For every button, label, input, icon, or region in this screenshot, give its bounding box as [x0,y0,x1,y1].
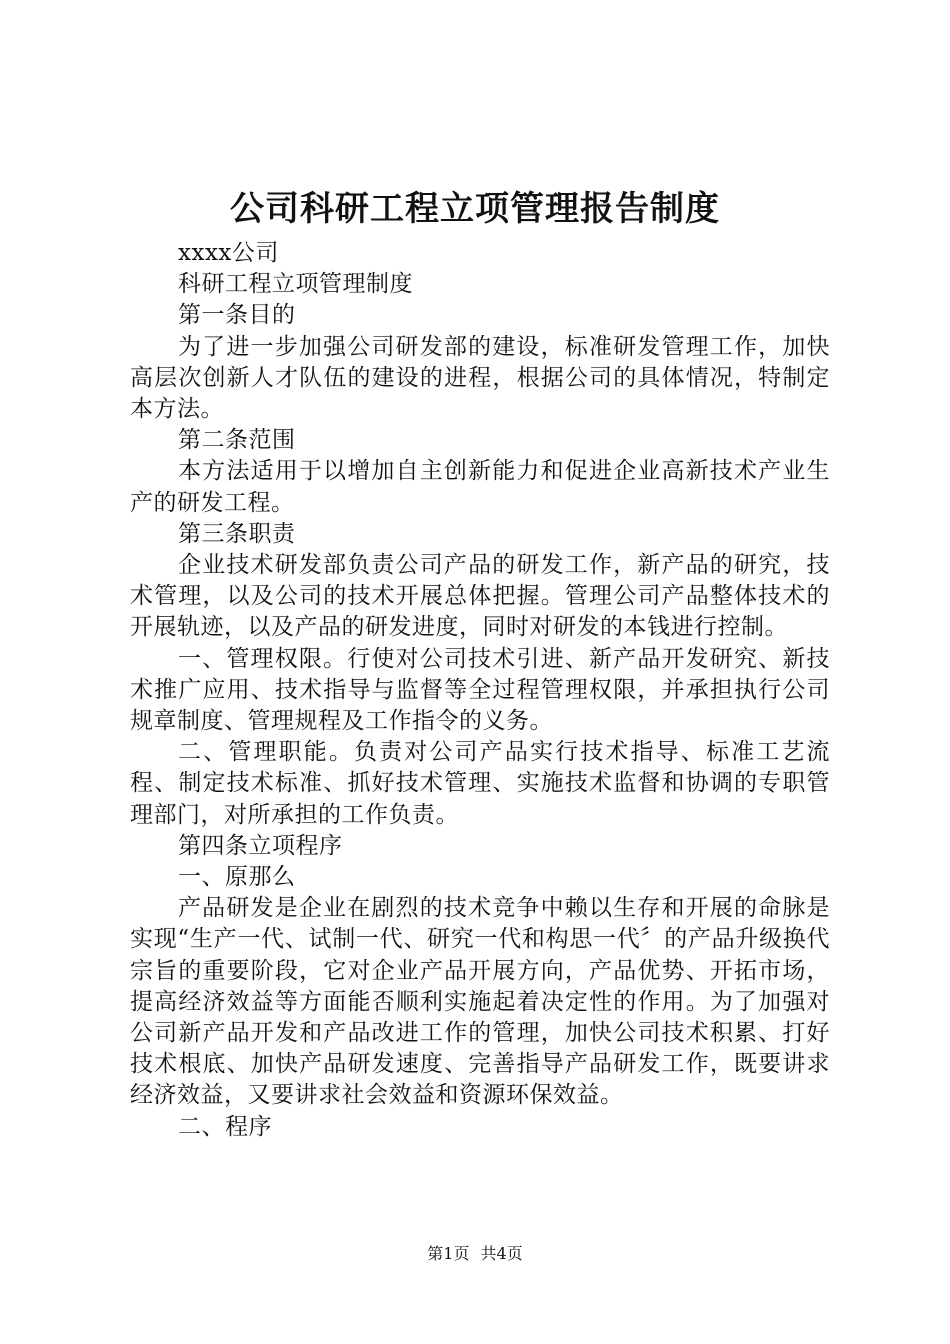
principle-paragraph: 产品研发是企业在剧烈的技术竞争中赖以生存和开展的命脉是实现“生产一代、试制一代、研究一代和构思一代〞的产品升级换代宗旨的重要阶段，它对企业产品开展方向，产品优势、开拓市场，提高经济效益等方面能否顺利实施起着决定性的作用。为了加强对公司新产品开发和产品改进工作的管理，加快公司技术积累、打好技术根底、加快产品研发速度、完善指导产品研发工作，既要讲求经济效益，又要讲求社会效益和资源环保效益。 [130,895,830,1109]
page-total: 共4页 [480,1244,523,1263]
procedure-heading: 二、程序 [178,1113,272,1140]
article-1-heading: 第一条目的 [178,302,296,329]
company-name-line: xxxx公司 [178,240,279,266]
article-2-paragraph: 本方法适用于以增加自主创新能力和促进企业高新技术产业生产的研发工程。 [130,458,830,516]
article-2-heading: 第二条范围 [178,427,296,454]
management-function-paragraph: 二、管理职能。负责对公司产品实行技术指导、标准工艺流程、制定技术标准、抓好技术管理、实施技术监督和协调的专职管理部门，对所承担的工作负责。 [130,739,830,828]
regulation-subtitle: 科研工程立项管理制度 [178,271,413,298]
principle-heading: 一、原那么 [178,864,296,891]
article-1-paragraph: 为了进一步加强公司研发部的建设，标准研发管理工作，加快高层次创新人才队伍的建设的进程，根据公司的具体情况，特制定本方法。 [130,333,830,423]
article-3-paragraph: 企业技术研发部负责公司产品的研发工作，新产品的研究，技术管理，以及公司的技术开展总体把握。管理公司产品整体技术的开展轨迹，以及产品的研发进度，同时对研发的本钱进行控制。 [130,552,830,641]
page-footer [0,1242,950,1266]
management-authority-paragraph: 一、管理权限。行使对公司技术引进、新产品开发研究、新技术推广应用、技术指导与监督等全过程管理权限，并承担执行公司规章制度、管理规程及工作指令的义务。 [130,645,830,735]
article-4-heading: 第四条立项程序 [178,832,343,859]
page-number: 第1页 [427,1244,470,1263]
document-body [130,238,830,1143]
document-title: 公司科研工程立项管理报告制度 [230,189,720,229]
article-3-heading: 第三条职责 [178,520,296,547]
